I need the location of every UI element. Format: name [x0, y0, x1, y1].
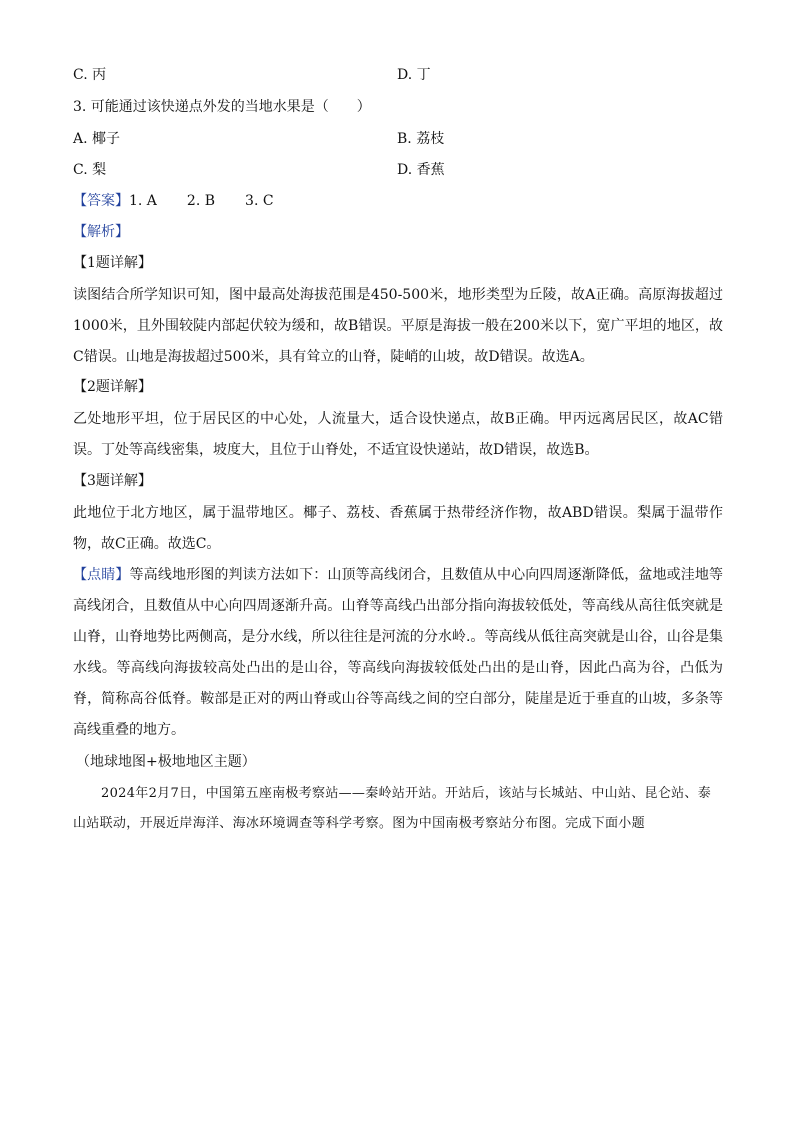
answer-item: 3. C: [245, 193, 274, 209]
q3-option-c: C. 梨: [73, 162, 107, 178]
detail1-text: 读图结合所学知识可知，图中最高处海拔范围是450-500米，地形类型为丘陵，故A正确。高原海拔超过1000米，且外围较陡内部起伏较为缓和，故B错误。平原是海拔一般在200米以下，宽广平坦的地区，故C错误。山地是海拔超过500米，具有耸立的山脊，陡峭的山坡，故D错误。故选A。: [73, 287, 723, 365]
topic-heading: （地球地图+极地地区主题）: [76, 754, 256, 770]
q2-option-d: D. 丁: [397, 67, 431, 83]
answer-item: 2. B: [186, 193, 216, 209]
detail3-label: 【3题详解】: [73, 473, 152, 489]
q3-option-a: A. 椰子: [73, 131, 121, 147]
q3-stem: 3. 可能通过该快递点外发的当地水果是（ ）: [73, 99, 371, 115]
tip-label: 【点睛】: [73, 567, 130, 583]
answer-label: 【答案】: [73, 193, 129, 209]
q2-option-c: C. 丙: [73, 67, 107, 83]
answer-item: 1. A: [129, 193, 157, 209]
intro-paragraph: 2024年2月7日，中国第五座南极考察站——秦岭站开站。开站后，该站与长城站、中山站、昆仑站、泰山站联动，开展近岸海洋、海冰环境调查等科学考察。图为中国南极考察站分布图。完成下面小题: [73, 786, 712, 831]
analysis-label: 【解析】: [73, 224, 129, 240]
tip-block: [73, 560, 723, 746]
answer-line: [73, 192, 304, 210]
detail2-label: 【2题详解】: [73, 379, 152, 395]
q3-option-b: B. 荔枝: [397, 131, 445, 147]
detail3-text: 此地位于北方地区，属于温带地区。椰子、荔枝、香蕉属于热带经济作物，故ABD错误。梨属于温带作物，故C正确。故选C。: [73, 505, 723, 552]
detail2-text: 乙处地形平坦，位于居民区的中心处，人流量大，适合设快递点，故B正确。甲丙远离居民区，故AC错误。丁处等高线密集，坡度大，且位于山脊处，不适宜设快递站，故D错误，故选B。: [73, 411, 723, 458]
detail1-label: 【1题详解】: [73, 255, 152, 271]
tip-text: 等高线地形图的判读方法如下：山顶等高线闭合，且数值从中心向四周逐渐降低，盆地或洼地等高线闭合，且数值从中心向四周逐渐升高。山脊等高线凸出部分指向海拔较低处，等高线从高往低突就是山脊，山脊地势比两侧高，是分水线，所以往往是河流的分水岭.。等高线从低往高突就是山谷，山谷是集水线。等高线向海拔较高处凸出的是山谷，等高线向海拔较低处凸出的是山脊，因此凸高为谷，凸低为脊，简称高谷低脊。鞍部是正对的两山脊或山谷等高线之间的空白部分，陡崖是近于垂直的山坡，多条等高线重叠的地方。: [73, 567, 724, 738]
q3-option-d: D. 香蕉: [397, 162, 445, 178]
